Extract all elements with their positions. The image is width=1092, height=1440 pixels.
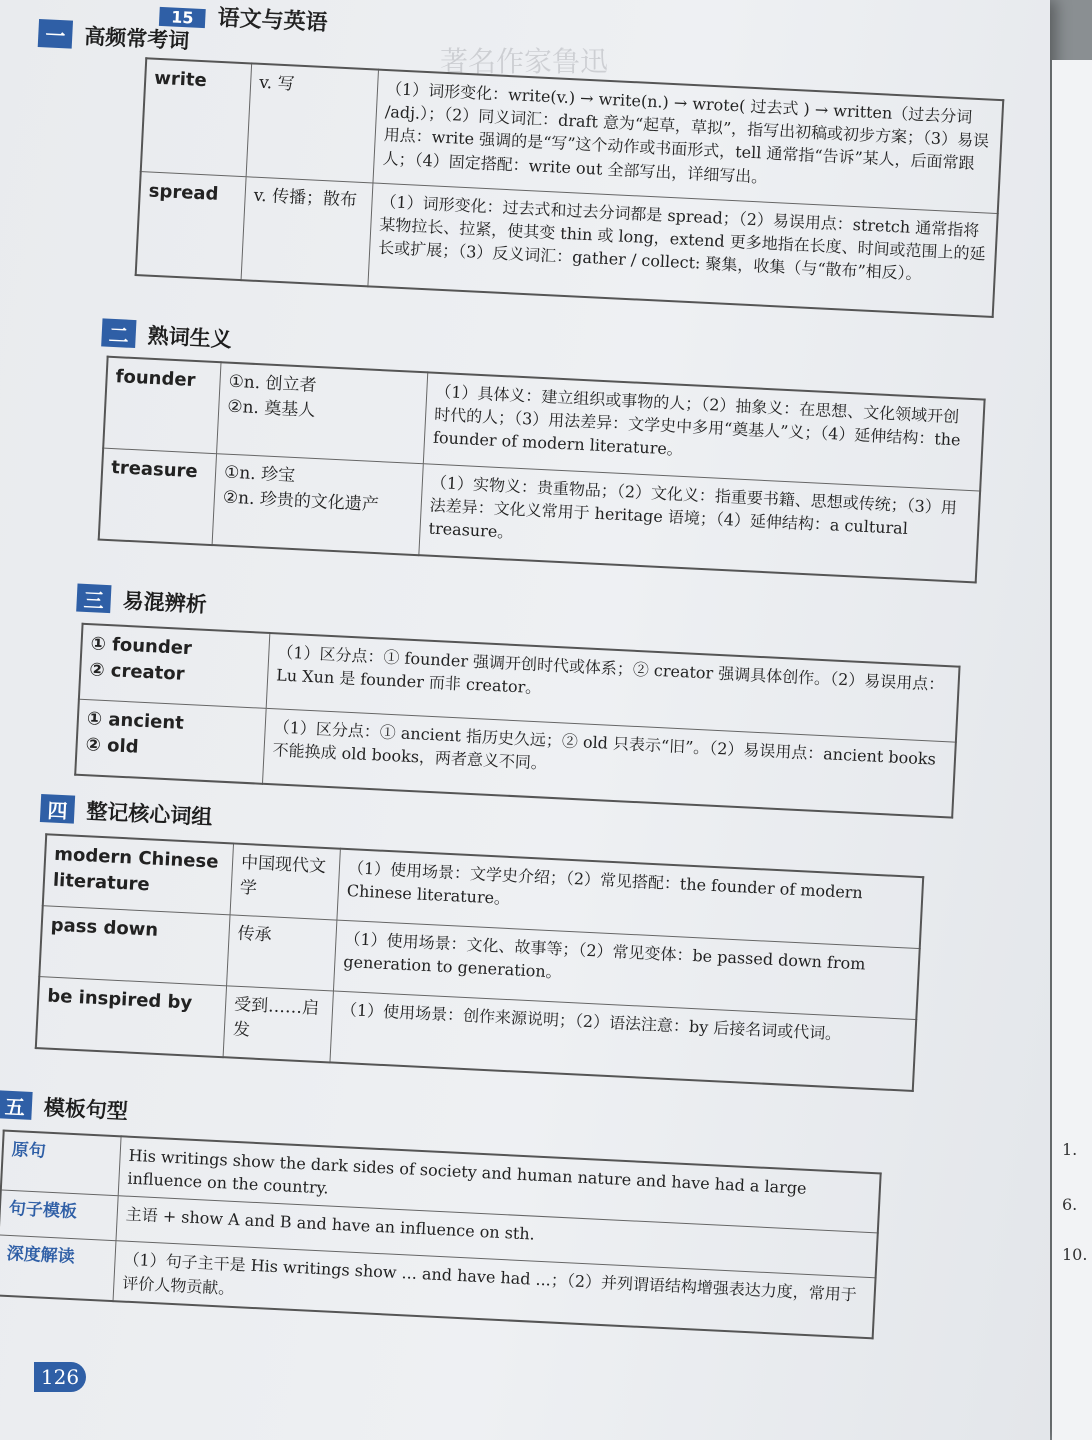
chapter-number: 15 xyxy=(159,7,206,28)
meaning-cell: 受到……启发 xyxy=(223,986,333,1063)
confusable-words-table xyxy=(74,623,960,819)
meaning-cell: 传承 xyxy=(227,915,337,991)
section-number: 三 xyxy=(76,584,111,614)
row-text: 主语 + show A and B and have an influence on sth. xyxy=(116,1196,878,1278)
section-5-header xyxy=(0,1089,129,1125)
word-pair-cell xyxy=(79,624,270,709)
row-label: 原句 xyxy=(1,1131,121,1197)
section-number: 四 xyxy=(40,794,75,824)
section-title: 高频常考词 xyxy=(83,24,190,54)
meaning-2: ②n. 珍贵的文化遗产 xyxy=(222,487,380,515)
meaning-1: ①n. 创立者 xyxy=(228,371,317,396)
word-cell: spread xyxy=(136,172,246,281)
word-cell: write xyxy=(141,58,252,177)
section-2-header xyxy=(101,317,232,353)
row-label: 深度解读 xyxy=(0,1235,116,1301)
section-number: 五 xyxy=(0,1090,33,1120)
next-page-edge: 1. 6. 10. xyxy=(1052,60,1092,1440)
section-number: 一 xyxy=(38,19,73,49)
detail-cell: （1）使用场景：文学史介绍；（2）常见搭配：the founder of modern Chinese literature。 xyxy=(337,849,923,949)
meaning-cell: v. 写 xyxy=(246,63,378,183)
chapter-title: 语文与英语 xyxy=(216,5,329,37)
section-title: 熟词生义 xyxy=(147,323,233,352)
section-3-header xyxy=(76,583,207,619)
meaning-2: ②n. 奠基人 xyxy=(226,396,316,421)
word-1: ① founder xyxy=(90,633,193,660)
sentence-template-table xyxy=(0,1130,882,1340)
detail-cell: （1）词形变化：过去式和过去分词都是 spread；（2）易误用点：stretch 通常指将某物拉长、拉紧，使其变 thin 或 long，extend 更多地指在长度、时间或范围上的延长或扩展；（3）反义词汇：gather / collect: 聚集，收集（与“散布”相反）。 xyxy=(368,183,998,317)
section-1-header xyxy=(38,18,190,55)
section-4-header xyxy=(40,793,213,831)
word-cell: treasure xyxy=(99,448,217,545)
row-label: 句子模板 xyxy=(0,1190,118,1241)
meaning-1: ①n. 珍宝 xyxy=(223,462,296,487)
detail-cell: （1）使用场景：创作来源说明；（2）语法注意：by 后接名词或代词。 xyxy=(330,991,916,1091)
word-2: ② creator xyxy=(88,659,186,685)
new-meanings-table xyxy=(98,356,986,584)
page-number: 126 xyxy=(34,1362,86,1392)
word-1: ① ancient xyxy=(86,708,185,734)
section-title: 易混辨析 xyxy=(122,588,208,617)
row-text: （1）句子主干是 His writings show ... and have had ...；（2）并列谓语结构增强表达力度，常用于评价人物贡献。 xyxy=(113,1241,876,1338)
detail-cell: （1）词形变化：write(v.) → write(n.) → wrote( 过去式 ) → written（过去分词 /adj.）；（2）同义词汇：draft 意为“起草，草拟”，指写出初稿或初步方案；（3）易误用点：write 强调的是“写”这个动作或书面形式，tell 通常指“告诉”某人，后面常跟人；（4）固定搭配：write out 全部写出，详细写出。 xyxy=(373,70,1003,214)
meaning-cell: v. 传播；散布 xyxy=(241,177,373,287)
detail-cell: （1）实物义：贵重物品；（2）文化义：指重要书籍、思想或传统；（3）用法差异：文化义常用于 heritage 语境；（4）延伸结构：a cultural treasure。 xyxy=(419,464,980,583)
phrase-cell: be inspired by xyxy=(36,977,227,1058)
section-title: 整记核心词组 xyxy=(85,799,213,830)
word-pair-cell xyxy=(75,699,266,784)
detail-cell: （1）区分点：① ancient 指历史久远；② old 只表示“旧”。（2）易误用点：ancient books 不能换成 old books，两者意义不同。 xyxy=(262,708,955,817)
row-text: His writings show the dark sides of society and human nature and have had a large influence on the country. xyxy=(118,1136,881,1233)
section-number: 二 xyxy=(101,318,136,348)
meaning-cell xyxy=(217,362,428,464)
word-2: ② old xyxy=(85,734,140,758)
detail-cell: （1）具体义：建立组织或事物的人；（2）抽象义：在思想、文化领域开创时代的人；（3）用法差异：文学史中多用“奠基人”义；（4）延伸结构：the founder of modern literature。 xyxy=(423,372,984,491)
high-frequency-words-table xyxy=(135,57,1005,318)
bleed-through-text: 著名作家鲁迅 xyxy=(440,45,609,78)
meaning-cell xyxy=(212,454,423,556)
core-phrases-table xyxy=(35,833,925,1092)
detail-cell: （1）使用场景：文化、故事等；（2）常见变体：be passed down from generation to generation。 xyxy=(333,920,919,1019)
phrase-cell: modern Chinese literature xyxy=(43,834,234,915)
meaning-cell: 中国现代文学 xyxy=(230,843,340,920)
phrase-cell: pass down xyxy=(39,906,230,986)
section-title: 模板句型 xyxy=(43,1095,129,1124)
word-cell: founder xyxy=(103,357,221,454)
detail-cell: （1）区分点：① founder 强调开创时代或体系；② creator 强调具体创作。（2）易误用点：Lu Xun 是 founder 而非 creator。 xyxy=(266,633,959,742)
